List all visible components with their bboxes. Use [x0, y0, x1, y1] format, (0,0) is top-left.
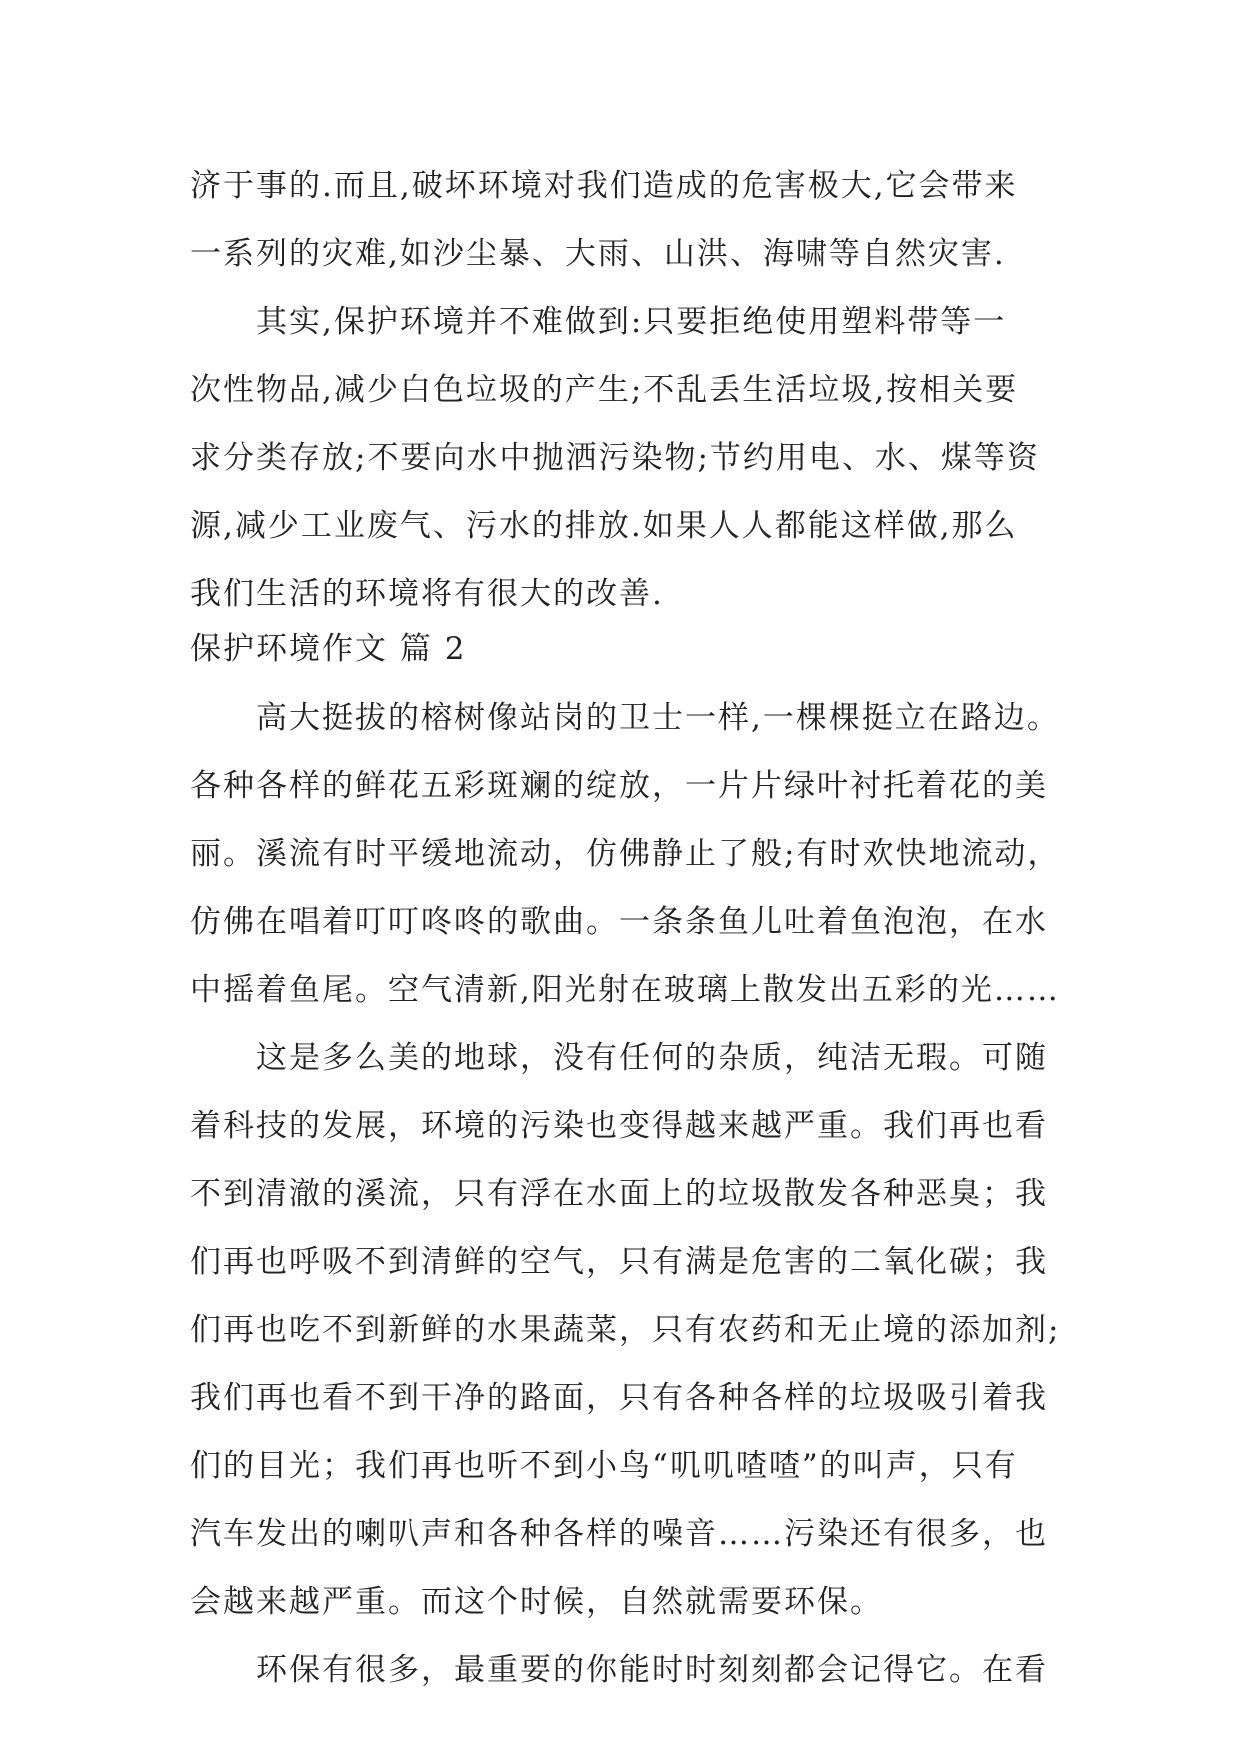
section-heading-block: [190, 615, 1070, 683]
paragraph-line: 们的目光；我们再也听不到小鸟“叽叽喳喳”的叫声，只有: [190, 1448, 1018, 1484]
paragraph-line: 中摇着鱼尾。空气清新,阳光射在玻璃上散发出五彩的光……: [190, 972, 1060, 1008]
paragraph-line: 一系列的灾难,如沙尘暴、大雨、山洪、海啸等自然灾害.: [190, 236, 1006, 272]
paragraph-line: 汽车发出的喇叭声和各种各样的噪音……污染还有很多，也: [190, 1516, 1048, 1552]
paragraph-line: 求分类存放;不要向水中抛洒污染物;节约用电、水、煤等资: [190, 440, 1040, 476]
paragraph-first-line: 高大挺拔的榕树像站岗的卫士一样,一棵棵挺立在路边。: [256, 700, 1060, 736]
paragraph-first-line: 这是多么美的地球，没有任何的杂质，纯洁无瑕。可随: [256, 1040, 1048, 1076]
paragraph-line: 不到清澈的溪流，只有浮在水面上的垃圾散发各种恶臭；我: [190, 1176, 1048, 1212]
paragraph-line: 济于事的.而且,破坏环境对我们造成的危害极大,它会带来: [190, 168, 1018, 204]
paragraph-line: 仿佛在唱着叮叮咚咚的歌曲。一条条鱼儿吐着鱼泡泡，在水: [190, 904, 1048, 940]
paragraph-line: 们再也呼吸不到清鲜的空气，只有满是危害的二氧化碳；我: [190, 1244, 1048, 1280]
paragraph-line: 会越来越严重。而这个时候，自然就需要环保。: [190, 1584, 883, 1620]
paragraph-line: 各种各样的鲜花五彩斑斓的绽放，一片片绿叶衬托着花的美: [190, 768, 1048, 804]
paragraph-line: 我们再也看不到干净的路面，只有各种各样的垃圾吸引着我: [190, 1380, 1048, 1416]
paragraph-pollution: [190, 1024, 1070, 1636]
paragraph-line: 丽。溪流有时平缓地流动，仿佛静止了般;有时欢快地流动，: [190, 836, 1061, 872]
paragraph-last: [190, 1636, 1070, 1704]
paragraph-line: 着科技的发展，环境的污染也变得越来越严重。我们再也看: [190, 1108, 1048, 1144]
paragraph-line: 源,减少工业废气、污水的排放.如果人人都能这样做,那么: [190, 508, 1018, 544]
paragraph-first-line: 环保有很多，最重要的你能时时刻刻都会记得它。在看: [256, 1652, 1048, 1688]
paragraph-continued: [190, 152, 1070, 288]
paragraph-scenery: [190, 684, 1070, 1024]
paragraph-protect: [190, 288, 1070, 628]
section-heading: 保护环境作文 篇 2: [190, 631, 467, 667]
paragraph-line: 我们生活的环境将有很大的改善.: [190, 576, 664, 612]
paragraph-line: 次性物品,减少白色垃圾的产生;不乱丢生活垃圾,按相关要: [190, 372, 1019, 408]
paragraph-first-line: 其实,保护环境并不难做到:只要拒绝使用塑料带等一: [256, 304, 1007, 340]
paragraph-line: 们再也吃不到新鲜的水果蔬菜，只有农药和无止境的添加剂;: [190, 1312, 1061, 1348]
